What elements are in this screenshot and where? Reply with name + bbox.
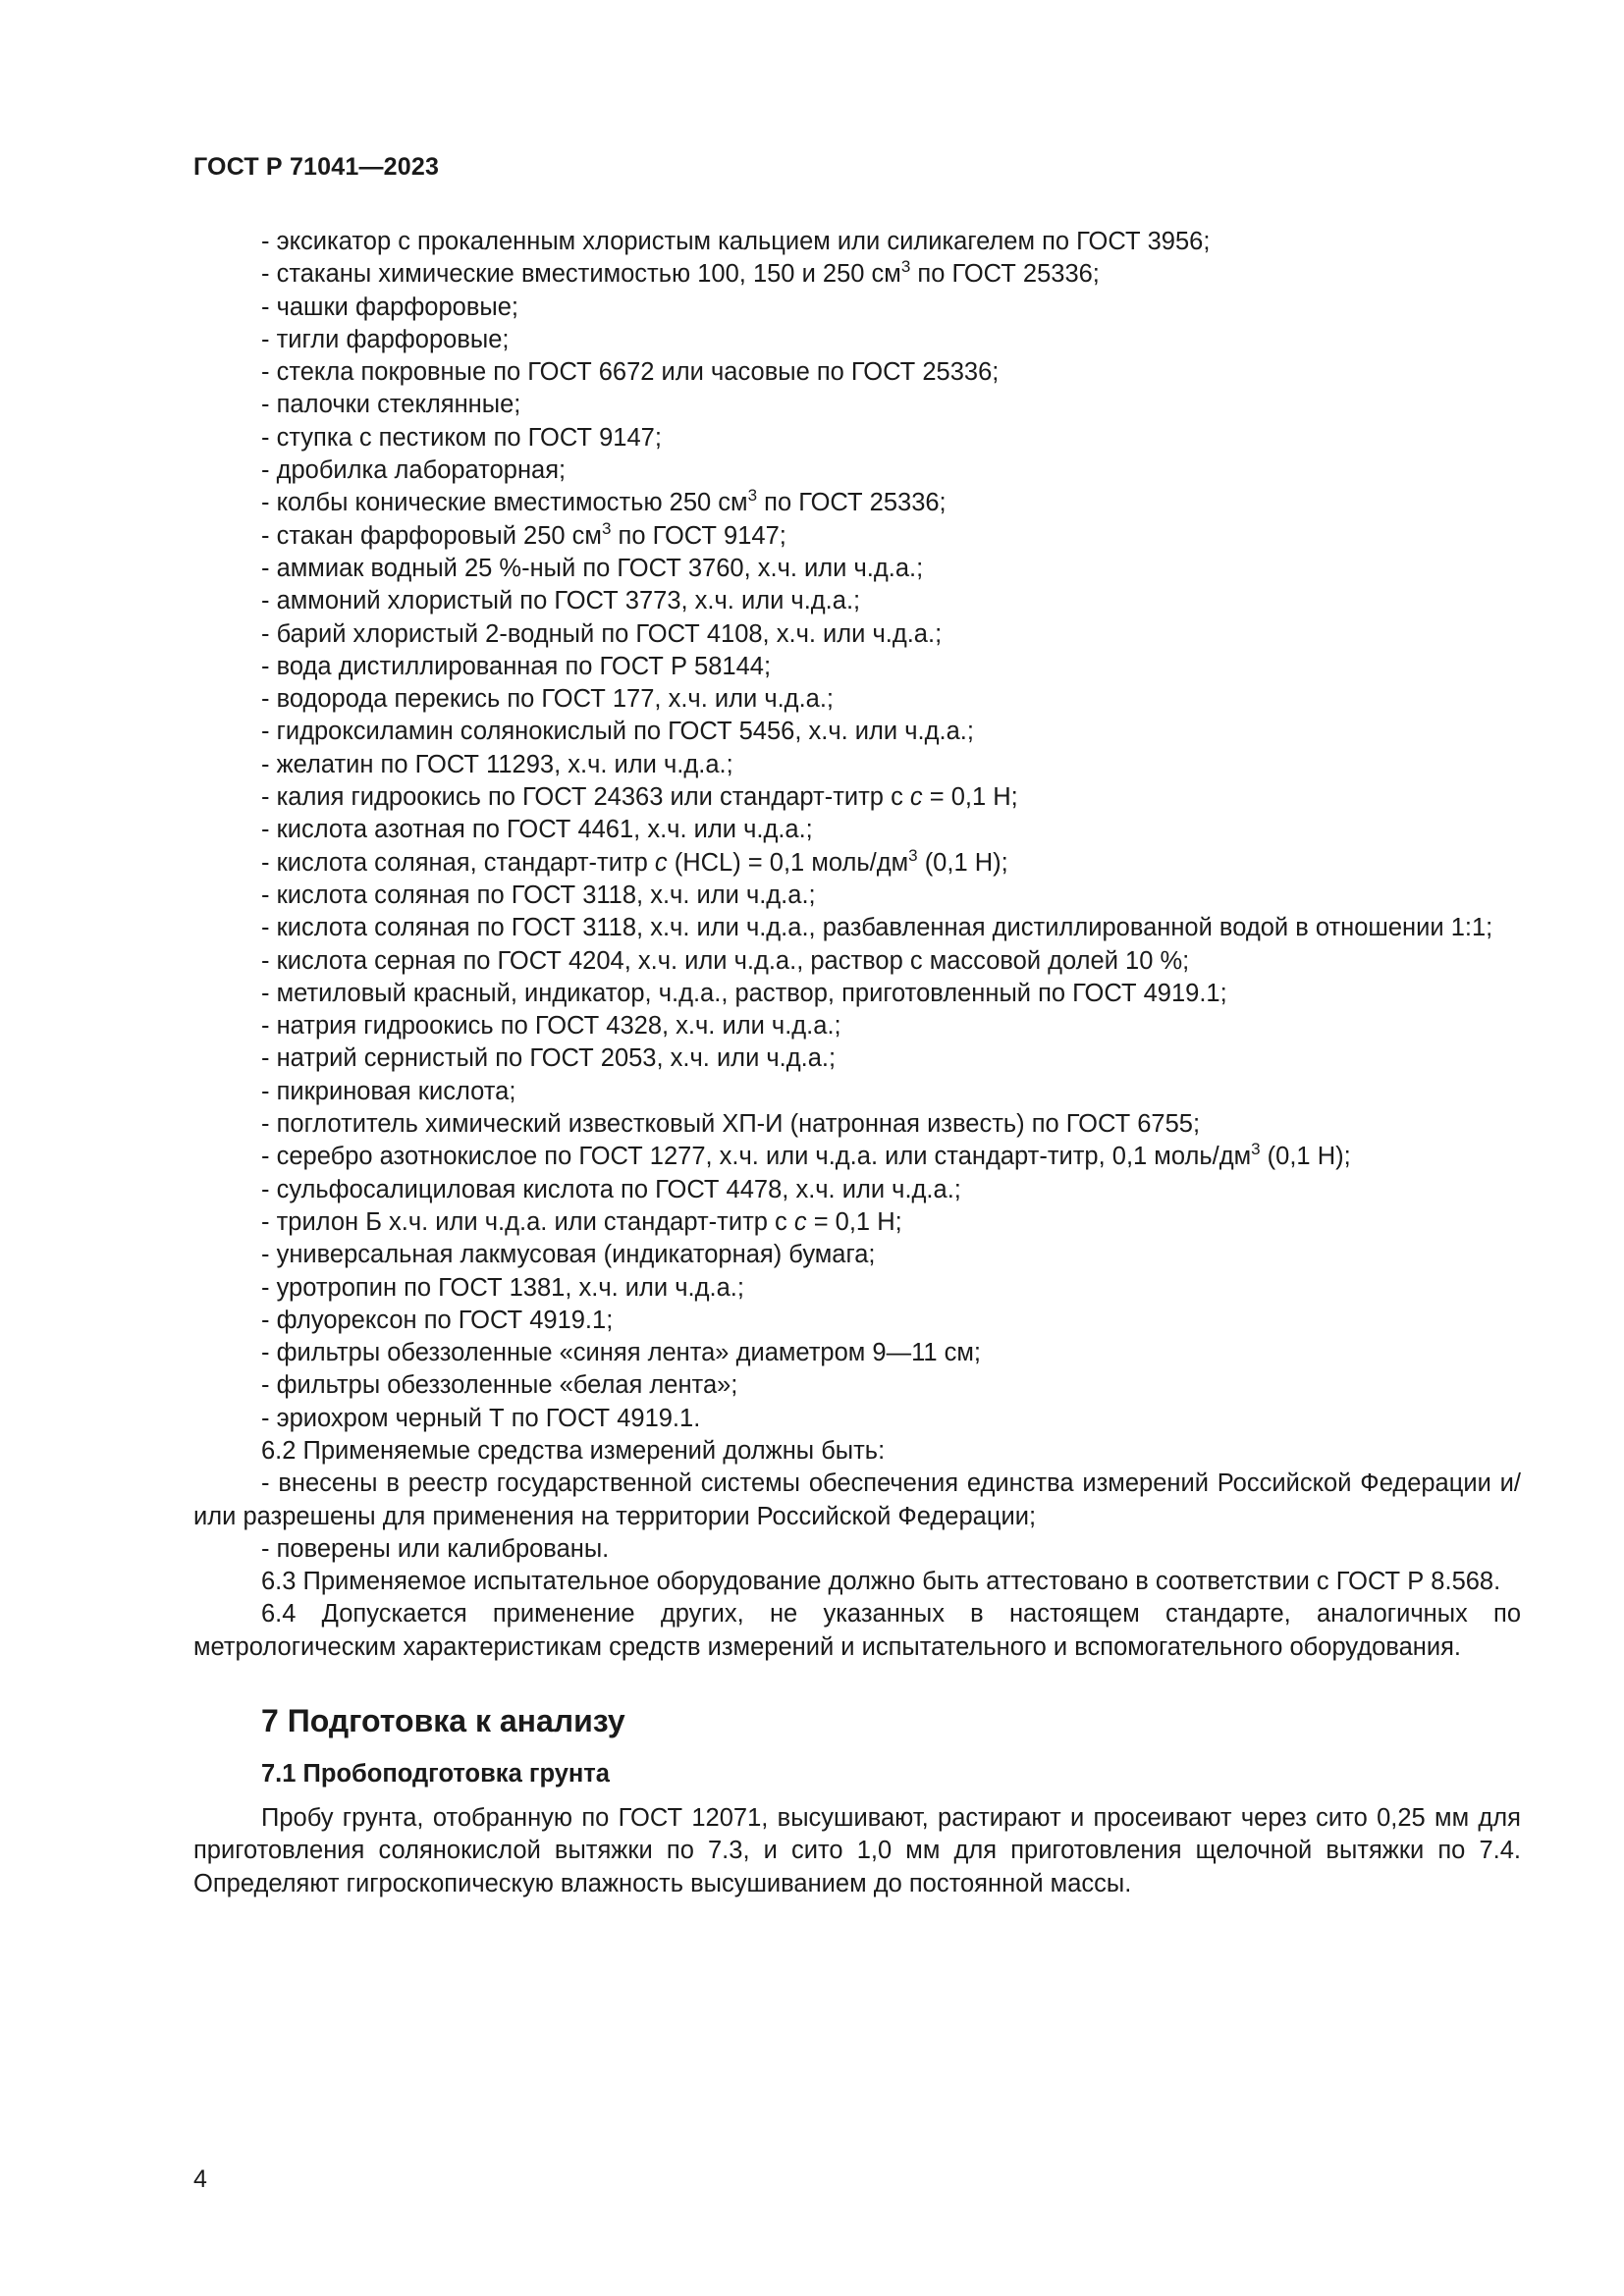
- list-item: - поглотитель химический известковый ХП-И (натронная известь) по ГОСТ 6755;: [261, 1110, 1201, 1139]
- list-item: - палочки стеклянные;: [261, 391, 521, 419]
- list-item: - желатин по ГОСТ 11293, х.ч. или ч.д.а.;: [261, 750, 733, 778]
- list-item: - кислота серная по ГОСТ 4204, х.ч. или ч.д.а., раствор с массовой долей 10 %;: [261, 946, 1190, 975]
- section-7-title: 7 Подготовка к анализу: [261, 1703, 625, 1739]
- list-item: - фильтры обеззоленные «синяя лента» диаметром 9—11 см;: [261, 1339, 982, 1367]
- list-item: - стакан фарфоровый 250 $см^3$ по ГОСТ 9147;: [261, 518, 786, 550]
- list-item: - универсальная лакмусовая (индикаторная) бумага;: [261, 1241, 876, 1269]
- list-item: - кислота азотная по ГОСТ 4461, х.ч. или ч.д.а.;: [261, 816, 813, 844]
- list-item: - пикриновая кислота;: [261, 1077, 516, 1105]
- list-item: - водорода перекись по ГОСТ 177, х.ч. или ч.д.а.;: [261, 685, 835, 714]
- list-item: - аммоний хлористый по ГОСТ 3773, х.ч. или ч.д.а.;: [261, 587, 861, 615]
- list-item: - эриохром черный Т по ГОСТ 4919.1.: [261, 1404, 701, 1432]
- list-item: - калия гидроокись по ГОСТ 24363 или стандарт-титр с с = 0,1 Н;: [261, 783, 1018, 812]
- list-item: - метиловый красный, индикатор, ч.д.а., раствор, приготовленный по ГОСТ 4919.1;: [261, 979, 1227, 1007]
- list-item: - ступка с пестиком по ГОСТ 9147;: [261, 423, 662, 452]
- list-item: - уротропин по ГОСТ 1381, х.ч. или ч.д.а.;: [261, 1273, 744, 1302]
- clause-6-2-item-verified: - поверены или калиброваны.: [261, 1534, 610, 1563]
- list-item: - стаканы химические вместимостью 100, 150 и 250 $см^3$ по ГОСТ 25336;: [261, 257, 1100, 289]
- list-item: - кислота соляная по ГОСТ 3118, х.ч. или ч.д.а.;: [261, 881, 816, 909]
- list-item: - сульфосалициловая кислота по ГОСТ 4478, х.ч. или ч.д.а.;: [261, 1175, 961, 1203]
- list-item: - вода дистиллированная по ГОСТ Р 58144;: [261, 652, 772, 680]
- list-item: - серебро азотнокислое по ГОСТ 1277, х.ч. или ч.д.а. или стандарт-титр, 0,1 моль/$дм^3$ (0,1 Н);: [261, 1140, 1351, 1171]
- list-item: - натрий сернистый по ГОСТ 2053, х.ч. или ч.д.а.;: [261, 1044, 837, 1073]
- list-item: - аммиак водный 25 %-ный по ГОСТ 3760, х.ч. или ч.д.а.;: [261, 554, 924, 582]
- list-item: - дробилка лабораторная;: [261, 456, 567, 485]
- clause-6-2-item-registry: - внесены в реестр государственной системы обеспечения единства измерений Российской Федерации и/или разрешены для применения на территории Российской Федерации;: [193, 1469, 1521, 1530]
- clause-6-2-intro: 6.2 Применяемые средства измерений должны быть:: [261, 1436, 886, 1465]
- materials-list: [193, 226, 1521, 1435]
- list-item: - гидроксиламин солянокислый по ГОСТ 5456, х.ч. или ч.д.а.;: [261, 718, 974, 746]
- subsection-7-1-text: Пробу грунта, отобранную по ГОСТ 12071, высушивают, растирают и просеивают через сито 0,25 мм для приготовления солянокислой вытяжки по 7.3, и сито 1,0 мм для приготовления щелочной вытяжки по 7.4. Определяют гигроскопическую влажность высушиванием до постоянной массы.: [193, 1804, 1521, 1897]
- list-item: - эксикатор с прокаленным хлористым кальцием или силикагелем по ГОСТ 3956;: [261, 228, 1211, 255]
- list-item: - фильтры обеззоленные «белая лента»;: [261, 1371, 738, 1400]
- subsection-7-1-title: 7.1 Пробоподготовка грунта: [261, 1760, 610, 1789]
- list-item: - чашки фарфоровые;: [261, 293, 518, 321]
- list-item: - тигли фарфоровые;: [261, 325, 510, 353]
- list-item: - стекла покровные по ГОСТ 6672 или часовые по ГОСТ 25336;: [261, 358, 1000, 387]
- list-item: - барий хлористый 2-водный по ГОСТ 4108, х.ч. или ч.д.а.;: [261, 619, 943, 648]
- list-item: - кислота соляная по ГОСТ 3118, х.ч. или ч.д.а., разбавленная дистиллированной водой в отношении 1:1;: [261, 914, 1493, 942]
- document-code-header: ГОСТ Р 71041—2023: [193, 153, 440, 181]
- clause-6-3: 6.3 Применяемое испытательное оборудование должно быть аттестовано в соответствии с ГОСТ Р 8.568.: [261, 1568, 1501, 1596]
- clause-6-4: 6.4 Допускается применение других, не указанных в настоящем стандарте, аналогичных по метрологическим характеристикам средств измерений и испытательного и вспомогательного оборудования.: [193, 1600, 1521, 1661]
- page-number: 4: [193, 2165, 207, 2193]
- list-item: - колбы конические вместимостью 250 $см^3$ по ГОСТ 25336;: [261, 486, 947, 517]
- document-body: [193, 226, 1521, 1900]
- list-item: - натрия гидроокись по ГОСТ 4328, х.ч. или ч.д.а.;: [261, 1012, 841, 1041]
- list-item: - трилон Б х.ч. или ч.д.а. или стандарт-титр с с = 0,1 Н;: [261, 1207, 902, 1236]
- list-item: - кислота соляная, стандарт-титр с (HCL) = 0,1 моль/$дм^3$ (0,1 Н);: [261, 845, 1008, 877]
- list-item: - флуорексон по ГОСТ 4919.1;: [261, 1306, 614, 1334]
